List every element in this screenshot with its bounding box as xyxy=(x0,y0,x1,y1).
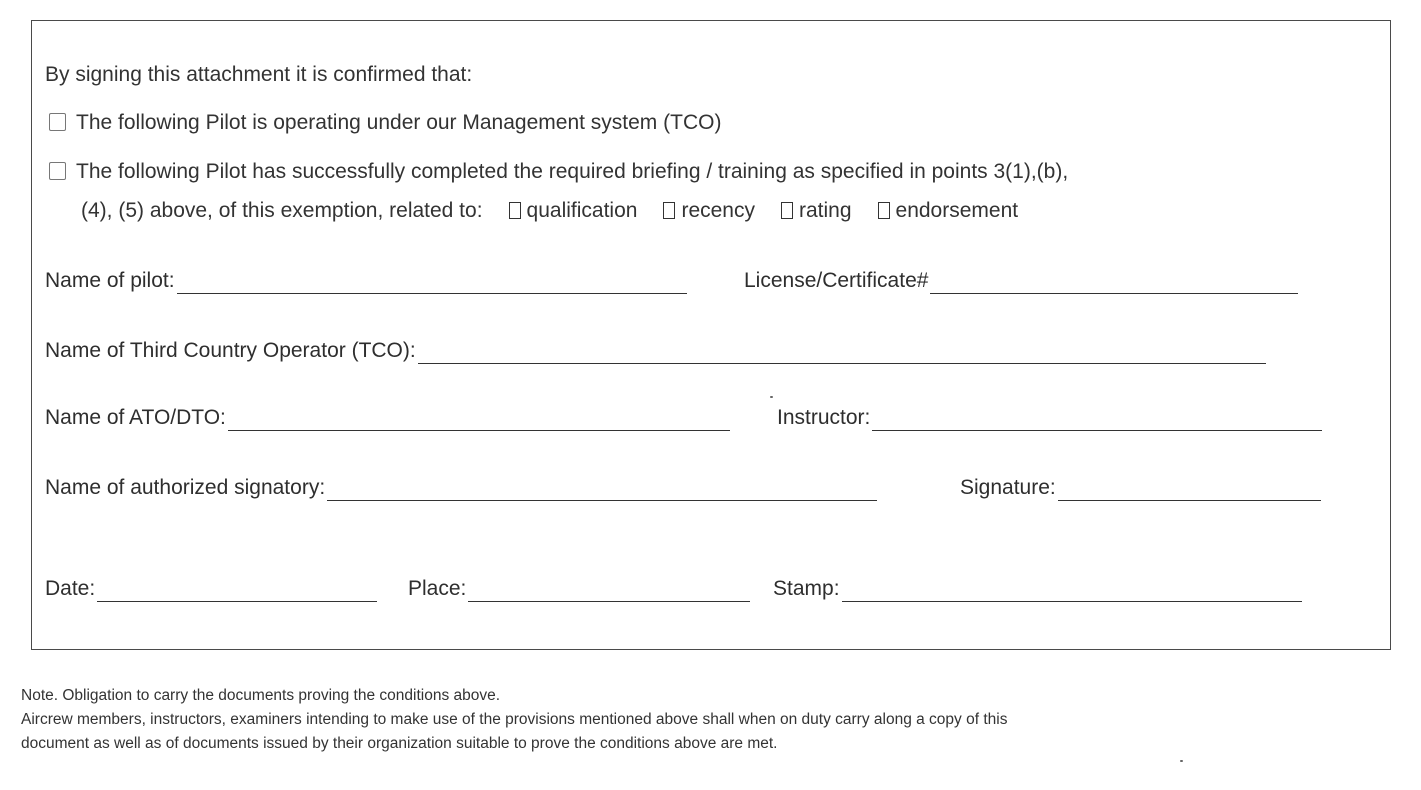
pilot-name-label: Name of pilot: xyxy=(45,269,175,292)
date-field[interactable] xyxy=(45,576,377,602)
signatory-input[interactable] xyxy=(327,480,877,501)
note-line-3: document as well as of documents issued by their organization suitable to prove the conditions above are met. xyxy=(21,735,778,752)
signature-input[interactable] xyxy=(1058,480,1321,501)
ato-name-input[interactable] xyxy=(228,410,730,431)
checkbox-rating[interactable] xyxy=(781,202,793,219)
option-qualification[interactable]: qualification xyxy=(509,199,638,222)
signatory-field[interactable] xyxy=(45,475,877,501)
pilot-name-input[interactable] xyxy=(177,273,687,294)
form-intro: By signing this attachment it is confirmed that: xyxy=(45,63,473,86)
related-to-row xyxy=(81,198,1018,224)
checkbox-tco-operating[interactable] xyxy=(49,113,66,131)
date-input[interactable] xyxy=(97,581,377,602)
check-item-2-label: The following Pilot has successfully completed the required briefing / training as specified in points 3(1),(b), xyxy=(76,160,1069,183)
license-label: License/Certificate# xyxy=(744,269,929,292)
place-field[interactable] xyxy=(408,576,750,602)
related-to-label: (4), (5) above, of this exemption, related to: xyxy=(81,199,483,222)
check-item-1[interactable] xyxy=(49,110,721,136)
pilot-name-field[interactable] xyxy=(45,268,687,294)
check-item-1-label: The following Pilot is operating under our Management system (TCO) xyxy=(76,111,722,134)
signature-field[interactable] xyxy=(960,475,1321,501)
date-label: Date: xyxy=(45,577,96,600)
stamp-field[interactable] xyxy=(773,576,1302,602)
scan-speck xyxy=(1180,760,1183,762)
option-rating[interactable]: rating xyxy=(781,199,852,222)
tco-name-input[interactable] xyxy=(418,343,1266,364)
note-line-2: Aircrew members, instructors, examiners intending to make use of the provisions mentioned above shall when on duty carry along a copy of this xyxy=(21,711,1008,728)
signature-label: Signature: xyxy=(960,476,1056,499)
option-endorsement[interactable]: endorsement xyxy=(878,199,1019,222)
ato-name-field[interactable] xyxy=(45,405,730,431)
signatory-label: Name of authorized signatory: xyxy=(45,476,326,499)
license-field[interactable] xyxy=(744,268,1298,294)
checkbox-qualification[interactable] xyxy=(509,202,521,219)
place-input[interactable] xyxy=(468,581,750,602)
checkbox-briefing-completed[interactable] xyxy=(49,162,66,180)
place-label: Place: xyxy=(408,577,467,600)
instructor-label: Instructor: xyxy=(777,406,871,429)
instructor-field[interactable] xyxy=(777,405,1322,431)
checkbox-endorsement[interactable] xyxy=(878,202,890,219)
ato-name-label: Name of ATO/DTO: xyxy=(45,406,226,429)
stamp-label: Stamp: xyxy=(773,577,840,600)
scan-speck xyxy=(770,396,773,398)
tco-name-field[interactable] xyxy=(45,338,1266,364)
instructor-input[interactable] xyxy=(872,410,1322,431)
note-line-1: Note. Obligation to carry the documents proving the conditions above. xyxy=(21,687,501,704)
license-input[interactable] xyxy=(930,273,1298,294)
tco-name-label: Name of Third Country Operator (TCO): xyxy=(45,339,416,362)
option-recency[interactable]: recency xyxy=(663,199,755,222)
check-item-2[interactable] xyxy=(49,159,1068,185)
checkbox-recency[interactable] xyxy=(663,202,675,219)
stamp-input[interactable] xyxy=(842,581,1302,602)
